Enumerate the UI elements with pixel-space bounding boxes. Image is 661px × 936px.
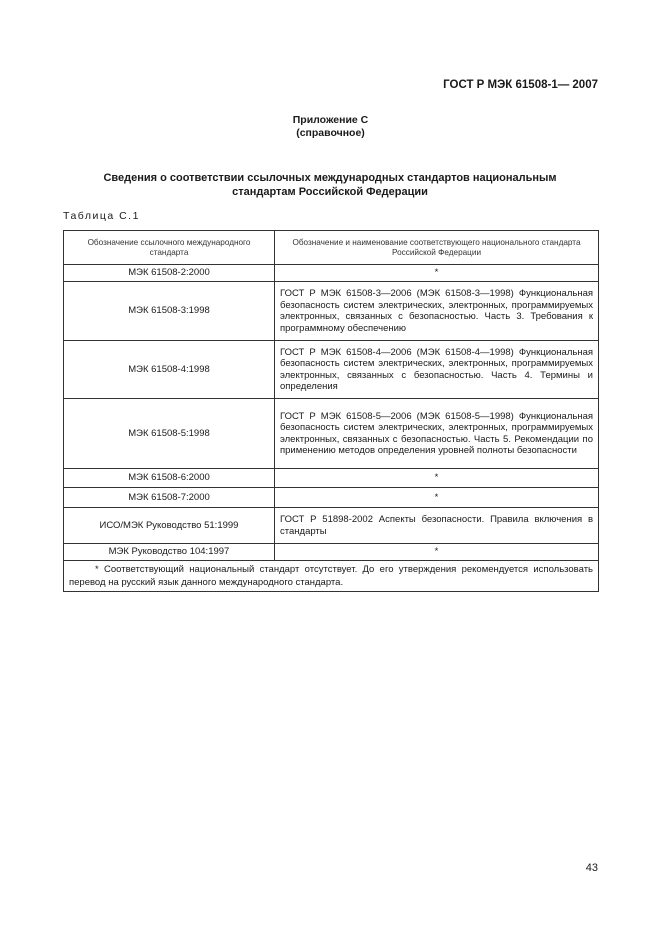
reference-standard: МЭК Руководство 104:1997 [64, 544, 275, 561]
annex-title: Приложение С [292, 114, 369, 126]
national-standard: * [275, 469, 599, 488]
table-row [64, 265, 599, 282]
section-heading: Сведения о соответствии ссылочных международных стандартов национальным стандартам Российской Федерации [103, 172, 557, 198]
national-standard: ГОСТ Р МЭК 61508-5—2006 (МЭК 61508-5—1998) Функциональная безопасность систем электрических, электронных, программируемых электронных, связанных с безопасностью. Часть 5. Рекомендации по применению методов определения уровней полноты безопасности [275, 399, 599, 469]
column-header-national: Обозначение и наименование соответствующего национального стандарта Российской Федерации [275, 231, 599, 265]
table-row [64, 399, 599, 469]
national-standard: ГОСТ Р МЭК 61508-3—2006 (МЭК 61508-3—1998) Функциональная безопасность систем электрических, электронных, программируемых электронных, связанных с безопасностью. Часть 3. Требования к программному обеспечению [275, 282, 599, 341]
page-number: 43 [585, 862, 598, 874]
national-standard: * [275, 488, 599, 508]
column-header-reference: Обозначение ссылочного международного стандарта [64, 231, 275, 265]
reference-standard: МЭК 61508-4:1998 [64, 341, 275, 399]
national-standard: ГОСТ Р 51898-2002 Аспекты безопасности. Правила включения в стандарты [275, 508, 599, 544]
table-row [64, 488, 599, 508]
standards-table [63, 230, 599, 592]
table-row [64, 508, 599, 544]
reference-standard: МЭК 61508-6:2000 [64, 469, 275, 488]
national-standard: * [275, 265, 599, 282]
table-label: Таблица С.1 [63, 210, 140, 222]
table-footnote-row [64, 561, 599, 592]
document-code: ГОСТ Р МЭК 61508-1— 2007 [443, 79, 598, 91]
reference-standard: МЭК 61508-3:1998 [64, 282, 275, 341]
national-standard: ГОСТ Р МЭК 61508-4—2006 (МЭК 61508-4—1998) Функциональная безопасность систем электрических, электронных, программируемых электронных, связанных с безопасностью. Часть 4. Термины и определения [275, 341, 599, 399]
table-row [64, 341, 599, 399]
table-row [64, 544, 599, 561]
table-footnote: * Соответствующий национальный стандарт отсутствует. До его утверждения рекомендуется использовать перевод на русский язык данного международного стандарта. [64, 561, 599, 592]
national-standard: * [275, 544, 599, 561]
reference-standard: ИСО/МЭК Руководство 51:1999 [64, 508, 275, 544]
annex-subtitle: (справочное) [296, 127, 365, 139]
table-row [64, 469, 599, 488]
reference-standard: МЭК 61508-2:2000 [64, 265, 275, 282]
reference-standard: МЭК 61508-5:1998 [64, 399, 275, 469]
reference-standard: МЭК 61508-7:2000 [64, 488, 275, 508]
table-row [64, 282, 599, 341]
